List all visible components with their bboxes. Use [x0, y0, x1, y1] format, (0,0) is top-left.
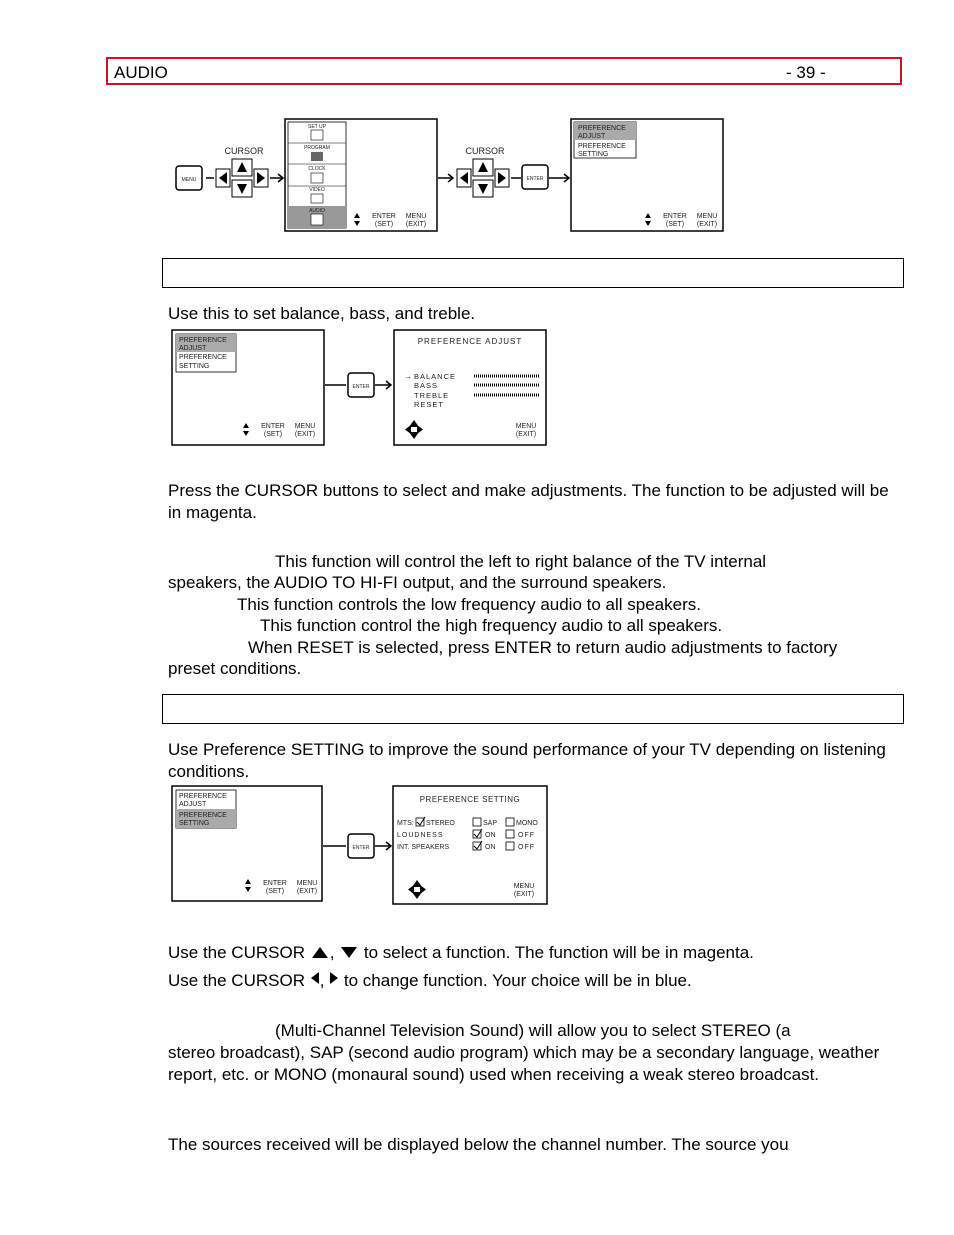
- svg-text:MENU: MENU: [513, 883, 535, 890]
- svg-text:ON: ON: [485, 832, 496, 839]
- page-number: - 39 -: [786, 63, 826, 82]
- svg-text:PREFERENCE: PREFERENCE: [179, 354, 227, 361]
- section-heading-bar-2: [162, 694, 904, 724]
- svg-text:MENU: MENU: [515, 423, 537, 430]
- svg-text:MONO: MONO: [516, 820, 538, 827]
- cursor-label-2: CURSOR: [465, 146, 505, 156]
- left-arrow-icon: [310, 970, 320, 986]
- sources-description: The sources received will be displayed below the channel number. The source you: [168, 1135, 789, 1154]
- svg-text:ENTER: ENTER: [352, 384, 370, 390]
- svg-text:PREFERENCE: PREFERENCE: [179, 812, 227, 819]
- svg-text:ENTER: ENTER: [372, 213, 396, 220]
- svg-text:(SET): (SET): [374, 221, 394, 228]
- cursor-leftright-line: Use the CURSOR , to change function. Your choice will be in blue.: [168, 971, 692, 990]
- svg-text:PROGRAM: PROGRAM: [304, 145, 330, 151]
- cursor-line2-a: Use the CURSOR: [168, 971, 305, 990]
- bass-description: This function controls the low frequency audio to all speakers.: [237, 595, 701, 614]
- cursor-pad-icon-2: [457, 159, 509, 197]
- svg-text:(SET): (SET): [665, 221, 685, 228]
- svg-text:PREFERENCE: PREFERENCE: [179, 337, 227, 344]
- down-arrow-icon: [339, 945, 359, 959]
- adjust-intro: Use this to set balance, bass, and treble.: [168, 304, 476, 323]
- svg-text:PREFERENCE: PREFERENCE: [179, 793, 227, 800]
- menu-navigation-diagram: [170, 112, 730, 242]
- svg-text:(SET): (SET): [263, 431, 283, 438]
- menu-button-label: MENU: [181, 177, 197, 183]
- cursor-label-1: CURSOR: [224, 146, 264, 156]
- svg-text:TREBLE: TREBLE: [414, 391, 450, 400]
- svg-text:(EXIT): (EXIT): [696, 221, 718, 228]
- reset-description-1: When RESET is selected, press ENTER to return audio adjustments to factory: [248, 638, 838, 657]
- preference-adjust-diagram: [168, 328, 553, 450]
- svg-text:SET UP: SET UP: [308, 124, 326, 130]
- cursor-updown-line: Use the CURSOR , to select a function. The function will be in magenta.: [168, 943, 754, 962]
- reset-description-2: preset conditions.: [168, 659, 302, 678]
- svg-text:(EXIT): (EXIT): [405, 221, 427, 228]
- section-title: AUDIO: [114, 63, 168, 82]
- svg-text:SETTING: SETTING: [179, 820, 210, 827]
- svg-text:ENTER: ENTER: [261, 423, 285, 430]
- balance-description-1: This function will control the left to right balance of the TV internal: [275, 552, 767, 571]
- svg-text:MTS:: MTS:: [397, 820, 414, 827]
- svg-text:RESET: RESET: [414, 400, 445, 409]
- svg-text:(EXIT): (EXIT): [515, 431, 537, 438]
- svg-text:ENTER: ENTER: [263, 880, 287, 887]
- svg-text:→: →: [404, 372, 412, 381]
- svg-text:MENU: MENU: [296, 880, 318, 887]
- svg-text:LOUDNESS: LOUDNESS: [397, 832, 444, 839]
- mts-description-2: stereo broadcast), SAP (second audio program) which may be a secondary language, weather report, etc. or MONO (monaural sound) used when receiving a weak stereo broadcast.: [168, 1043, 884, 1084]
- balance-description-2: speakers, the AUDIO TO HI-FI output, and the surround speakers.: [168, 573, 667, 592]
- svg-text:ADJUST: ADJUST: [179, 801, 207, 808]
- svg-text:MENU: MENU: [696, 213, 718, 220]
- right-arrow-icon: [329, 970, 339, 986]
- cursor-line1-a: Use the CURSOR: [168, 943, 305, 962]
- svg-text:PREFERENCE: PREFERENCE: [578, 143, 626, 150]
- svg-text:PREFERENCE SETTING: PREFERENCE SETTING: [419, 795, 521, 804]
- preference-setting-diagram: [168, 784, 553, 909]
- svg-text:PREFERENCE: PREFERENCE: [578, 125, 626, 132]
- svg-text:ON: ON: [485, 844, 496, 851]
- svg-text:OFF: OFF: [518, 832, 535, 839]
- svg-text:SETTING: SETTING: [179, 363, 210, 370]
- svg-text:(EXIT): (EXIT): [513, 891, 535, 898]
- treble-description: This function control the high frequency audio to all speakers.: [260, 616, 723, 635]
- adjust-instructions: Press the CURSOR buttons to select and make adjustments. The function to be adjusted will be in magenta.: [168, 481, 894, 522]
- svg-text:INT. SPEAKERS: INT. SPEAKERS: [397, 844, 450, 851]
- svg-text:BASS: BASS: [414, 381, 439, 390]
- svg-text:BALANCE: BALANCE: [414, 372, 457, 381]
- svg-text:ENTER: ENTER: [663, 213, 687, 220]
- svg-text:ENTER: ENTER: [352, 845, 370, 851]
- page-header: [106, 57, 902, 85]
- svg-text:SAP: SAP: [483, 820, 498, 827]
- svg-text:(EXIT): (EXIT): [296, 888, 318, 895]
- setting-intro: Use Preference SETTING to improve the sound performance of your TV depending on listening conditions.: [168, 740, 891, 781]
- svg-text:MENU: MENU: [405, 213, 427, 220]
- svg-text:VIDEO: VIDEO: [309, 187, 325, 193]
- svg-text:OFF: OFF: [518, 844, 535, 851]
- svg-text:AUDIO: AUDIO: [309, 208, 325, 214]
- cursor-pad-icon-1: [216, 159, 268, 197]
- cursor-line2-b: to change function. Your choice will be in blue.: [343, 971, 692, 990]
- cursor-line1-b: to select a function. The function will be in magenta.: [363, 943, 754, 962]
- svg-text:(EXIT): (EXIT): [294, 431, 316, 438]
- svg-text:(SET): (SET): [265, 888, 285, 895]
- up-arrow-icon: [310, 945, 330, 959]
- svg-text:MENU: MENU: [294, 423, 316, 430]
- svg-text:ADJUST: ADJUST: [179, 345, 207, 352]
- svg-text:ENTER: ENTER: [526, 176, 544, 182]
- section-heading-bar-1: [162, 258, 904, 288]
- svg-text:CLOCK: CLOCK: [308, 166, 326, 172]
- svg-text:PREFERENCE ADJUST: PREFERENCE ADJUST: [417, 337, 523, 346]
- svg-text:STEREO: STEREO: [426, 820, 455, 827]
- svg-text:ADJUST: ADJUST: [578, 133, 606, 140]
- svg-text:SETTING: SETTING: [578, 151, 609, 158]
- mts-description-1: (Multi-Channel Television Sound) will allow you to select STEREO (a: [275, 1021, 791, 1040]
